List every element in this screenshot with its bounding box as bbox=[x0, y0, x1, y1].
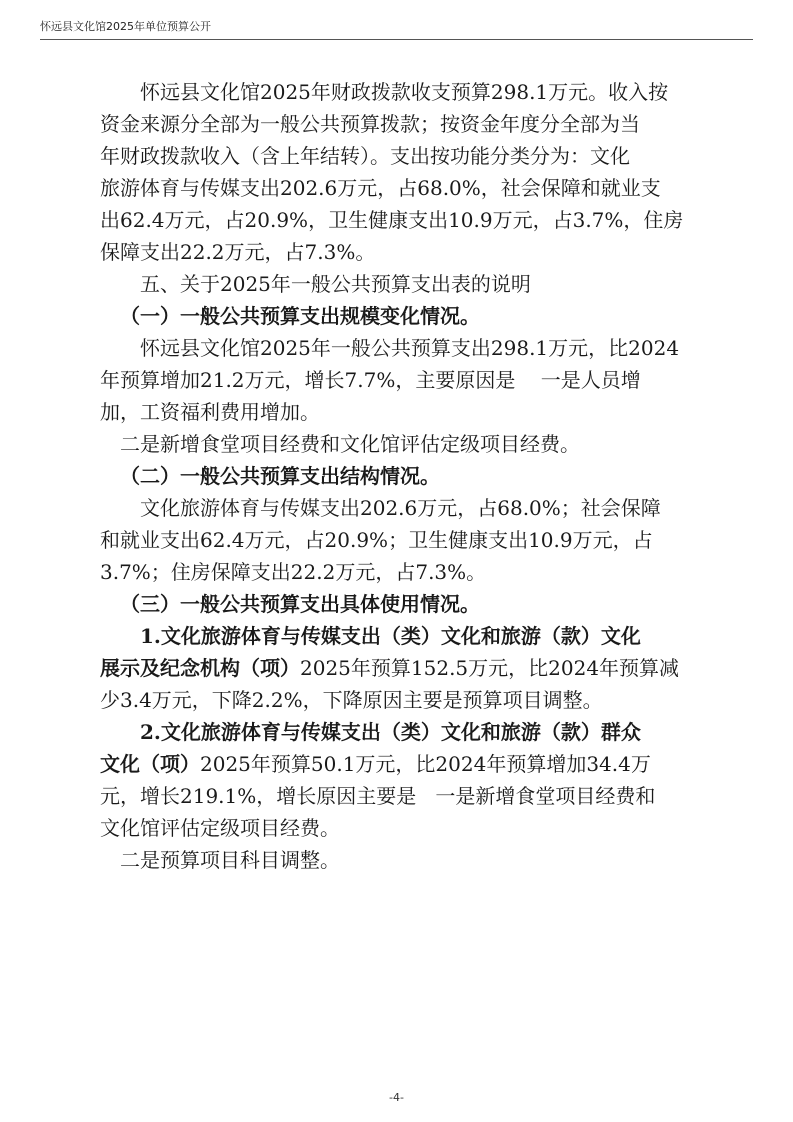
item2-line3: 元，增长219.1%，增长原因主要是 一是新增食堂项目经费和 bbox=[100, 784, 656, 808]
item1-title-cont: 展示及纪念机构（项） bbox=[100, 656, 300, 680]
section5-heading: 五、关于2025年一般公共预算支出表的说明 bbox=[140, 272, 531, 296]
sub1-line3: 加，工资福利费用增加。 bbox=[100, 400, 320, 424]
para1-line3: 年财政拨款收入（含上年结转）。支出按功能分类分为：文化 bbox=[100, 144, 630, 168]
item2-line4: 文化馆评估定级项目经费。 bbox=[100, 816, 340, 840]
header-rule bbox=[40, 39, 753, 40]
item1-line1: 1.文化旅游体育与传媒支出（类）文化和旅游（款）文化 bbox=[140, 624, 641, 648]
sub1-line2: 年预算增加21.2万元，增长7.7%，主要原因是 一是人员增 bbox=[100, 368, 641, 392]
item1-line2-text: 2025年预算152.5万元，比2024年预算减 bbox=[300, 656, 680, 680]
sub2-line1: 文化旅游体育与传媒支出202.6万元，占68.0%；社会保障 bbox=[140, 496, 661, 520]
para1-line5: 出62.4万元，占20.9%，卫生健康支出10.9万元，占3.7%，住房 bbox=[100, 208, 684, 232]
sub1-reason2: 二是新增食堂项目经费和文化馆评估定级项目经费。 bbox=[120, 432, 580, 456]
sub2-line3: 3.7%；住房保障支出22.2万元，占7.3%。 bbox=[100, 560, 487, 584]
para1-line6: 保障支出22.2万元，占7.3%。 bbox=[100, 240, 376, 264]
sub3-heading: （三）一般公共预算支出具体使用情况。 bbox=[120, 592, 480, 616]
item1-line3: 少3.4万元，下降2.2%，下降原因主要是预算项目调整。 bbox=[100, 688, 603, 712]
sub2-line2: 和就业支出62.4万元，占20.9%；卫生健康支出10.9万元，占 bbox=[100, 528, 653, 552]
para1-line4: 旅游体育与传媒支出202.6万元，占68.0%，社会保障和就业支 bbox=[100, 176, 661, 200]
item2-reason2: 二是预算项目科目调整。 bbox=[120, 848, 340, 872]
para1-line2: 资金来源分全部为一般公共预算拨款；按资金年度分全部为当 bbox=[100, 112, 640, 136]
sub2-heading: （二）一般公共预算支出结构情况。 bbox=[120, 464, 440, 488]
document-body bbox=[100, 76, 694, 876]
sub1-line1: 怀远县文化馆2025年一般公共预算支出298.1万元，比2024 bbox=[140, 336, 680, 360]
item2-line2 bbox=[100, 748, 694, 780]
running-header: 怀远县文化馆2025年单位预算公开 bbox=[40, 20, 211, 33]
item2-title-cont: 文化（项） bbox=[100, 752, 200, 776]
para1-line1: 怀远县文化馆2025年财政拨款收支预算298.1万元。收入按 bbox=[140, 80, 669, 104]
item2-line1: 2.文化旅游体育与传媒支出（类）文化和旅游（款）群众 bbox=[140, 720, 641, 744]
item1-line2 bbox=[100, 652, 694, 684]
page-number: -4- bbox=[389, 1091, 404, 1104]
item2-line2-text: 2025年预算50.1万元，比2024年预算增加34.4万 bbox=[200, 752, 651, 776]
sub1-heading: （一）一般公共预算支出规模变化情况。 bbox=[120, 304, 480, 328]
